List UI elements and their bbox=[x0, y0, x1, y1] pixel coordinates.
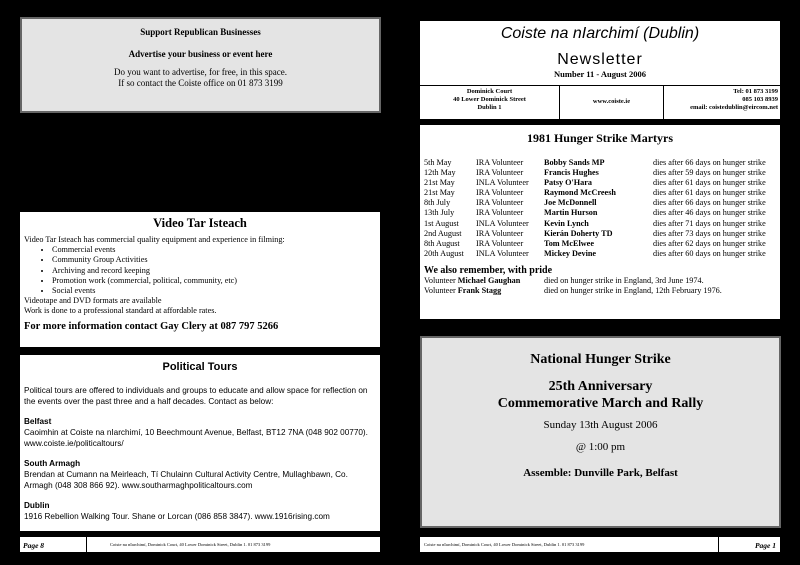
remember-note: died on hunger strike in England, 12th February 1976. bbox=[544, 285, 722, 295]
martyr-role: IRA Volunteer bbox=[476, 168, 524, 178]
martyr-note: dies after 61 days on hunger strike bbox=[653, 188, 766, 198]
issue-number: Number 11 - August 2006 bbox=[554, 69, 646, 79]
list-item: • Social events bbox=[52, 286, 376, 296]
rally-assemble: Assemble: Dunville Park, Belfast bbox=[523, 467, 678, 479]
address-line: 40 Lower Dominick Street bbox=[453, 96, 526, 103]
newsletter-masthead bbox=[419, 20, 781, 120]
email: email: coistedublin@eircom.net bbox=[690, 104, 778, 111]
martyr-role: IRA Volunteer bbox=[476, 198, 524, 208]
martyr-role: IRA Volunteer bbox=[476, 228, 524, 238]
video-contact: For more information contact Gay Clery at 087 797 5266 bbox=[24, 320, 279, 332]
table-row bbox=[424, 168, 766, 178]
table-row bbox=[424, 158, 766, 168]
page-number: Page 1 bbox=[754, 541, 776, 550]
support-businesses-panel bbox=[20, 17, 381, 113]
support-line-2: If so contact the Coiste office on 01 873 3199 bbox=[118, 78, 283, 88]
remember-role: Volunteer bbox=[424, 275, 456, 285]
remember-note: died on hunger strike in England, 3rd June 1974. bbox=[544, 275, 704, 285]
martyr-date: 12th May bbox=[424, 168, 456, 178]
martyrs-table bbox=[424, 158, 766, 259]
list-item: • Community Group Activities bbox=[52, 255, 376, 265]
martyr-role: INLA Volunteer bbox=[476, 248, 529, 258]
table-row bbox=[424, 229, 766, 239]
phone-email-block bbox=[664, 86, 780, 122]
martyr-name: Joe McDonnell bbox=[544, 198, 597, 208]
tours-armagh-text: Brendan at Cumann na Meirleach, Tí Chulainn Cultural Activity Centre, Mullaghbawn, Co. Armagh (048 308 866 92). www.southarmaghpoliticaltours.com bbox=[24, 470, 348, 490]
mobile: 085 103 8939 bbox=[742, 96, 778, 103]
martyr-name: Martin Hurson bbox=[544, 208, 598, 218]
video-intro: Video Tar Isteach has commercial quality equipment and experience in filming: bbox=[24, 235, 285, 244]
table-row bbox=[424, 219, 766, 229]
martyr-role: IRA Volunteer bbox=[476, 188, 524, 198]
video-services-list bbox=[24, 245, 376, 296]
tours-intro: Political tours are offered to individuals and groups to educate and allow space for reflection on the events over the past three and a half decades. Contact as below: bbox=[24, 386, 368, 406]
contact-info-bar bbox=[420, 85, 780, 122]
page-number: Page 8 bbox=[23, 541, 45, 550]
rally-time: @ 1:00 pm bbox=[575, 441, 626, 453]
support-line-1: Do you want to advertise, for free, in this space. bbox=[114, 67, 287, 77]
martyr-date: 20th August bbox=[424, 248, 464, 258]
political-tours-panel bbox=[19, 354, 381, 532]
footer-address: Coiste na nIarchimí, Dominick Court, 40 Lower Dominick Street, Dublin 1. 01 873 3199 bbox=[424, 542, 585, 547]
martyr-note: dies after 73 days on hunger strike bbox=[653, 228, 766, 238]
martyr-date: 8th July bbox=[424, 198, 451, 208]
martyr-date: 8th August bbox=[424, 238, 460, 248]
rally-subtitle-1: 25th Anniversary bbox=[548, 379, 653, 394]
website: www.coiste.ie bbox=[560, 86, 664, 122]
telephone: Tel: 01 873 3199 bbox=[733, 88, 778, 95]
tours-dublin-text: 1916 Rebellion Walking Tour. Shane or Lorcan (086 858 3847). www.1916rising.com bbox=[24, 512, 330, 521]
hunger-strike-martyrs-panel bbox=[419, 124, 781, 320]
rally-title: National Hunger Strike bbox=[530, 352, 671, 367]
footer-right bbox=[419, 536, 781, 553]
martyr-date: 21st May bbox=[424, 188, 455, 198]
martyr-note: dies after 61 days on hunger strike bbox=[653, 178, 766, 188]
martyr-date: 21st May bbox=[424, 178, 455, 188]
table-row bbox=[424, 198, 766, 208]
martyr-name: Mickey Devine bbox=[544, 248, 597, 258]
martyr-note: dies after 71 days on hunger strike bbox=[653, 218, 766, 228]
martyr-role: INLA Volunteer bbox=[476, 178, 529, 188]
footer-divider bbox=[86, 537, 87, 554]
martyr-role: IRA Volunteer bbox=[476, 158, 524, 167]
remember-line bbox=[424, 276, 780, 286]
list-item: • Commercial events bbox=[52, 245, 376, 255]
video-standard: Work is done to a professional standard at affordable rates. bbox=[24, 306, 217, 316]
newsletter-title: Newsletter bbox=[557, 51, 643, 68]
remember-name: Frank Stagg bbox=[457, 285, 502, 295]
tours-title: Political Tours bbox=[162, 361, 238, 373]
footer-left bbox=[19, 536, 381, 553]
tours-belfast-text: Caoimhin at Coiste na nIarchimí, 10 Beechmount Avenue, Belfast, BT12 7NA (048 902 00770). www.coiste.ie/politicaltours/ bbox=[24, 428, 368, 448]
address-block bbox=[420, 86, 560, 122]
martyr-note: dies after 59 days on hunger strike bbox=[653, 168, 766, 178]
martyr-name: Francis Hughes bbox=[544, 168, 599, 178]
footer-address: Coiste na nIarchimí, Dominick Court, 40 Lower Dominick Street, Dublin 1. 01 873 3199 bbox=[110, 542, 271, 547]
martyr-role: INLA Volunteer bbox=[476, 218, 529, 228]
martyr-name: Kierán Doherty TD bbox=[544, 228, 613, 238]
rally-subtitle-2: Commemorative March and Rally bbox=[497, 396, 704, 411]
table-row bbox=[424, 239, 766, 249]
organisation-title: Coiste na nIarchimí (Dublin) bbox=[500, 25, 700, 42]
video-title: Video Tar Isteach bbox=[153, 216, 247, 230]
table-row bbox=[424, 178, 766, 188]
rally-announcement-panel bbox=[420, 336, 781, 528]
tours-armagh-label: South Armagh bbox=[24, 459, 81, 468]
martyr-note: dies after 62 days on hunger strike bbox=[653, 238, 766, 248]
martyr-note: dies after 60 days on hunger strike bbox=[653, 248, 766, 258]
list-item: • Promotion work (commercial, political, community, etc) bbox=[52, 276, 376, 286]
martyr-name: Raymond McCreesh bbox=[544, 188, 616, 198]
video-formats: Videotape and DVD formats are available bbox=[24, 296, 162, 306]
address-line: Dublin 1 bbox=[477, 104, 502, 111]
rally-date: Sunday 13th August 2006 bbox=[543, 419, 658, 431]
martyr-role: IRA Volunteer bbox=[476, 208, 524, 218]
martyr-note: dies after 66 days on hunger strike bbox=[653, 158, 766, 167]
martyrs-title: 1981 Hunger Strike Martyrs bbox=[526, 131, 674, 145]
martyr-date: 2nd August bbox=[424, 228, 462, 238]
martyr-date: 1st August bbox=[424, 218, 459, 228]
martyr-note: dies after 46 days on hunger strike bbox=[653, 208, 766, 218]
table-row bbox=[424, 208, 766, 218]
tours-dublin-label: Dublin bbox=[24, 501, 50, 510]
table-row bbox=[424, 188, 766, 198]
martyr-note: dies after 66 days on hunger strike bbox=[653, 198, 766, 208]
footer-divider bbox=[718, 537, 719, 554]
martyr-date: 5th May bbox=[424, 158, 452, 167]
tours-belfast-label: Belfast bbox=[24, 417, 52, 426]
martyr-name: Bobby Sands MP bbox=[544, 158, 605, 167]
remember-name: Michael Gaughan bbox=[457, 275, 521, 285]
support-title: Support Republican Businesses bbox=[140, 27, 261, 37]
table-row bbox=[424, 249, 766, 259]
martyr-name: Tom McElwee bbox=[544, 238, 594, 248]
martyr-name: Patsy O'Hara bbox=[544, 178, 592, 188]
video-tar-isteach-panel bbox=[19, 211, 381, 348]
list-item: • Archiving and record keeping bbox=[52, 266, 376, 276]
address-line: Dominick Court bbox=[466, 88, 513, 95]
remember-line bbox=[424, 286, 780, 296]
martyr-name: Kevin Lynch bbox=[544, 218, 589, 228]
remember-heading: We also remember, with pride bbox=[424, 264, 553, 276]
martyr-role: IRA Volunteer bbox=[476, 238, 524, 248]
support-subtitle: Advertise your business or event here bbox=[128, 49, 273, 59]
remember-role: Volunteer bbox=[424, 285, 456, 295]
martyr-date: 13th July bbox=[424, 208, 455, 218]
